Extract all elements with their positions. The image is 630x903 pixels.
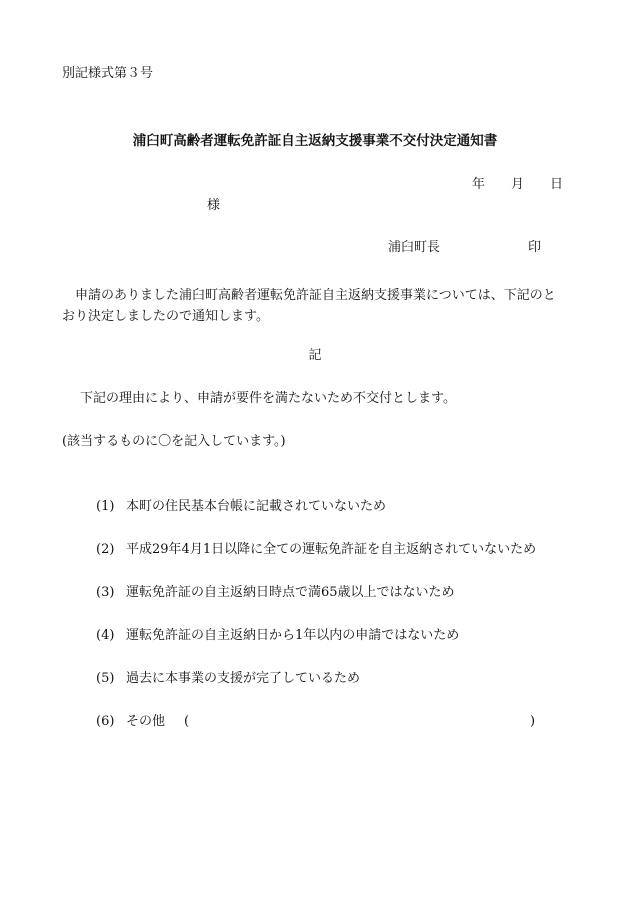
reason-item <box>96 585 455 601</box>
month-label: 月 <box>511 177 525 192</box>
form-number: 別記様式第３号 <box>62 66 154 81</box>
document-title: 浦臼町高齢者運転免許証自主返納支援事業不交付決定通知書 <box>132 133 498 149</box>
reason-number: (1) <box>96 499 115 514</box>
ki-heading: 記 <box>308 348 322 363</box>
other-paren-close: ) <box>530 714 536 729</box>
reason-number: (2) <box>96 542 115 557</box>
decision-text: 下記の理由により、申請が要件を満たないため不交付とします。 <box>80 391 456 406</box>
reason-item <box>96 628 459 644</box>
reason-number: (3) <box>96 585 115 600</box>
reason-text: 本町の住民基本台帳に記載されていないため <box>126 499 387 514</box>
seal-mark: 印 <box>528 240 542 255</box>
reason-item <box>96 499 386 515</box>
issuer-name: 浦臼町長 <box>388 240 441 255</box>
reason-number: (5) <box>96 671 115 686</box>
reason-number: (6) <box>96 714 115 729</box>
note-text: (該当するものに〇を記入しています。) <box>62 434 286 449</box>
day-label: 日 <box>550 177 564 192</box>
reason-text: 平成29年4月1日以降に全ての運転免許証を自主返納されていないため <box>126 542 537 557</box>
reason-text: 過去に本事業の支援が完了しているため <box>126 671 361 686</box>
reason-item <box>96 671 360 687</box>
notice-paragraph: 申請のありました浦臼町高齢者運転免許証自主返納支援事業については、下記のとおり決定しましたので通知します。 <box>62 288 556 324</box>
reason-text: その他 <box>126 714 166 729</box>
date-line <box>472 177 563 193</box>
reason-text: 運転免許証の自主返納日から1年以内の申請ではないため <box>126 628 460 643</box>
addressee-suffix: 様 <box>207 198 221 213</box>
year-label: 年 <box>472 177 486 192</box>
other-paren-open: ( <box>184 714 190 729</box>
reason-item-other <box>96 714 214 730</box>
reason-item <box>96 542 536 558</box>
reason-text: 運転免許証の自主返納日時点で満65歳以上ではないため <box>126 585 455 600</box>
reason-number: (4) <box>96 628 115 643</box>
